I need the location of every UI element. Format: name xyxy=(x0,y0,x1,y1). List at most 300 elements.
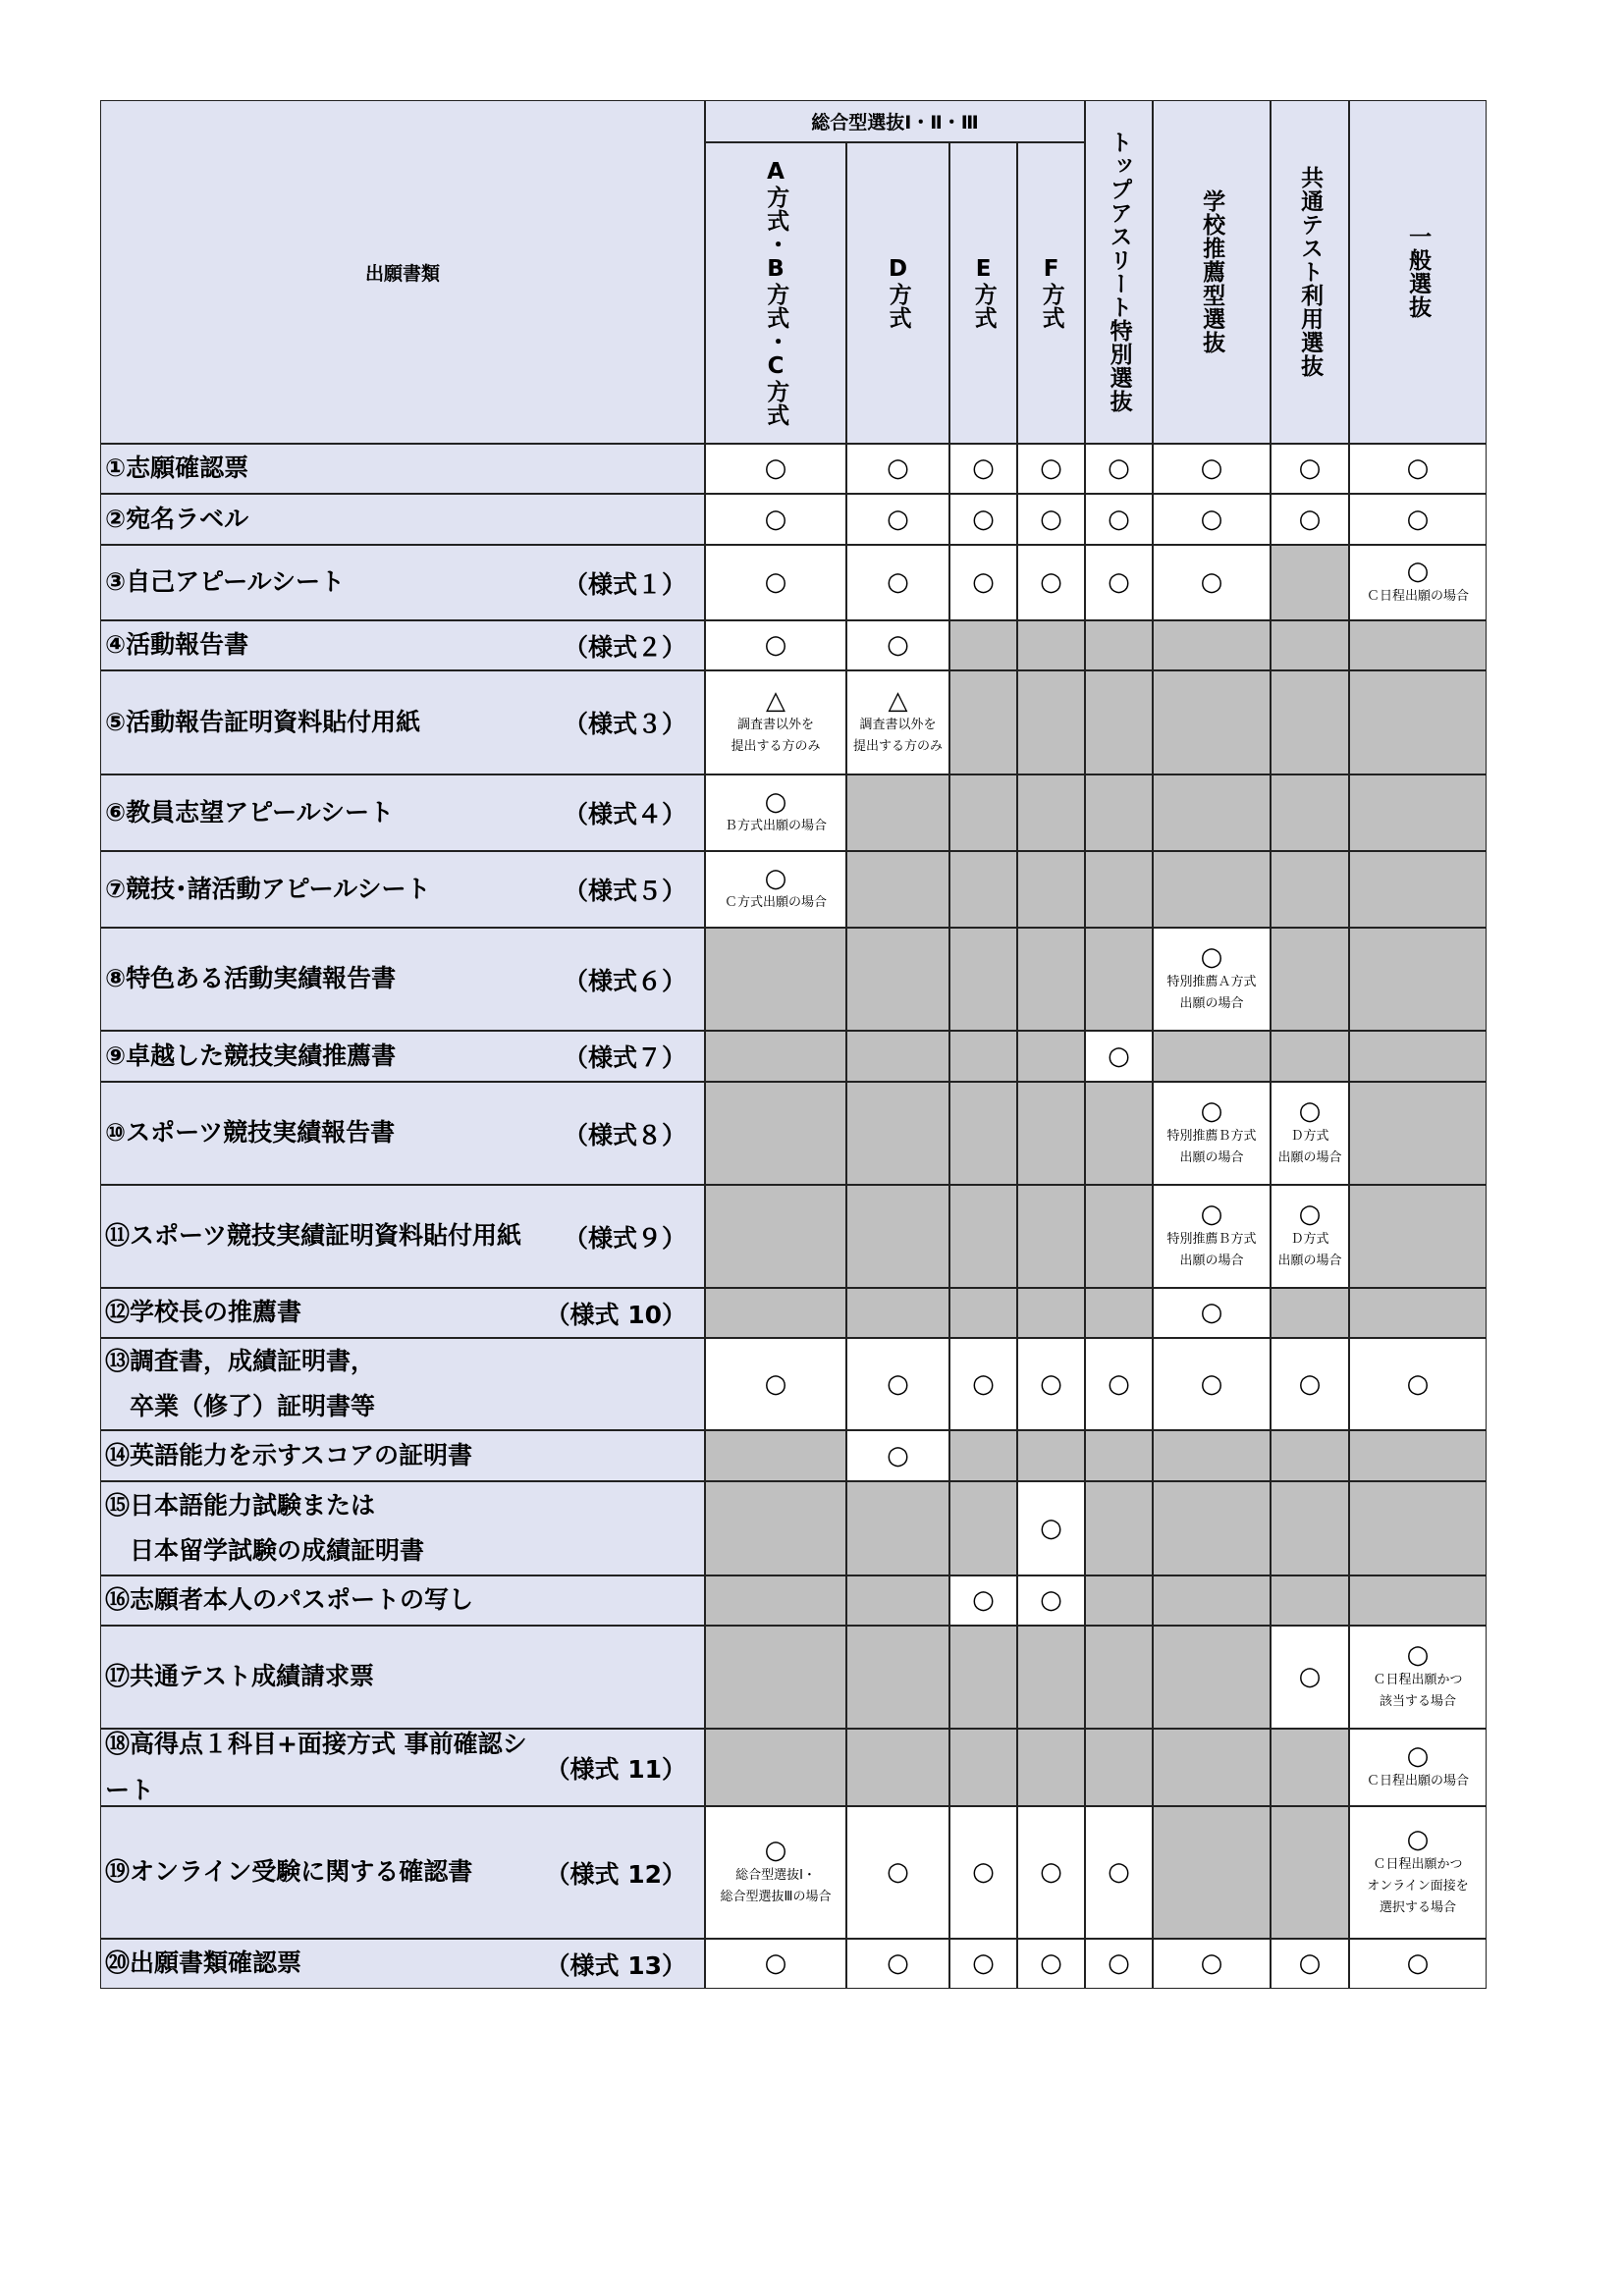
not-applicable-cell xyxy=(1271,928,1349,1031)
requirement-mark xyxy=(1108,1858,1130,1887)
requirement-cell xyxy=(1017,1939,1085,1989)
row-label xyxy=(105,1034,704,1079)
document-name xyxy=(105,1941,301,1986)
requirement-condition-note xyxy=(1367,1854,1469,1919)
requirement-cell xyxy=(1153,444,1271,494)
row-label xyxy=(105,1577,704,1623)
not-applicable-cell xyxy=(1017,774,1085,851)
note-line: 出願の場合 xyxy=(1179,1253,1244,1268)
row-label xyxy=(105,956,704,1001)
requirement-condition-note xyxy=(725,892,827,914)
not-applicable-cell xyxy=(1271,620,1349,670)
requirement-mark xyxy=(1108,1370,1130,1399)
circle-mark-icon: ○ xyxy=(887,1440,909,1470)
requirement-mark xyxy=(972,1586,995,1615)
not-applicable-cell xyxy=(705,928,846,1031)
document-name-line: ⑱高得点１科目+面接方式 事前確認シート xyxy=(105,1730,527,1804)
column-header-common-test xyxy=(1271,100,1349,444)
requirement-mark xyxy=(1299,506,1322,534)
not-applicable-cell xyxy=(1017,1430,1085,1481)
circle-mark-icon: ○ xyxy=(1108,1857,1130,1888)
requirement-mark xyxy=(1166,943,1256,1015)
column-header-f xyxy=(1017,142,1085,444)
requirement-cell xyxy=(846,670,949,774)
requirement-mark xyxy=(1373,1641,1462,1713)
row-label-cell xyxy=(100,851,705,928)
row-label xyxy=(105,446,704,491)
requirement-cell xyxy=(1271,1082,1349,1185)
requirement-mark xyxy=(1299,1663,1322,1691)
document-name xyxy=(105,1339,375,1430)
circle-mark-icon: ○ xyxy=(1200,1298,1223,1328)
document-name xyxy=(105,1483,424,1575)
requirement-cell xyxy=(846,444,949,494)
requirement-cell xyxy=(1349,444,1487,494)
not-applicable-cell xyxy=(1271,670,1349,774)
requirement-cell xyxy=(1085,494,1153,545)
not-applicable-cell xyxy=(1271,1729,1349,1806)
not-applicable-cell xyxy=(705,1082,846,1185)
form-number: （様式７） xyxy=(563,1043,686,1072)
row-label-cell xyxy=(100,545,705,620)
document-name-line: ①志願確認票 xyxy=(105,454,249,483)
not-applicable-cell xyxy=(1017,928,1085,1031)
not-applicable-cell xyxy=(1349,774,1487,851)
circle-mark-icon: ○ xyxy=(1298,1200,1322,1230)
not-applicable-cell xyxy=(1017,1082,1085,1185)
header-title-cell xyxy=(100,100,705,444)
not-applicable-cell xyxy=(705,1626,846,1729)
note-line: Ｃ方式出願の場合 xyxy=(724,895,827,911)
requirement-cell xyxy=(705,670,846,774)
circle-mark-icon: ○ xyxy=(764,454,787,484)
column-label-top-athlete: トップアスリート特別選抜 xyxy=(1106,131,1132,413)
circle-mark-icon: ○ xyxy=(1298,454,1322,484)
requirement-mark xyxy=(887,1370,909,1399)
note-line: オンライン面接を xyxy=(1367,1878,1469,1894)
requirement-mark xyxy=(1277,1097,1341,1169)
circle-mark-icon: ○ xyxy=(972,1857,995,1888)
not-applicable-cell xyxy=(1153,1481,1271,1575)
form-number: （様式３） xyxy=(563,710,686,738)
circle-mark-icon: ○ xyxy=(1406,504,1430,534)
not-applicable-cell xyxy=(1085,851,1153,928)
row-label-cell xyxy=(100,1575,705,1626)
row-label-cell xyxy=(100,1939,705,1989)
requirement-mark xyxy=(1407,1370,1430,1399)
not-applicable-cell xyxy=(949,1729,1017,1806)
requirement-cell xyxy=(1085,545,1153,620)
not-applicable-cell xyxy=(949,1185,1017,1288)
circle-mark-icon: ○ xyxy=(972,567,995,598)
requirement-cell xyxy=(1153,494,1271,545)
circle-mark-icon: ○ xyxy=(1406,1825,1430,1855)
note-line: 出願の場合 xyxy=(1277,1253,1342,1268)
requirement-condition-note xyxy=(1166,1229,1256,1272)
row-label-cell xyxy=(100,1031,705,1082)
requirement-condition-note xyxy=(1367,1771,1469,1792)
circle-mark-icon: ○ xyxy=(1040,1585,1062,1616)
not-applicable-cell xyxy=(846,1481,949,1575)
requirement-mark xyxy=(1040,1949,1062,1978)
note-line: Ｃ日程出願の場合 xyxy=(1366,1773,1469,1789)
requirement-mark xyxy=(853,687,943,759)
circle-mark-icon: ○ xyxy=(764,1368,787,1399)
not-applicable-cell xyxy=(949,1082,1017,1185)
not-applicable-cell xyxy=(949,620,1017,670)
requirement-mark xyxy=(887,1442,909,1470)
row-label xyxy=(105,1849,704,1895)
requirement-cell xyxy=(949,1338,1017,1430)
circle-mark-icon: ○ xyxy=(1040,1949,1062,1979)
row-label-cell xyxy=(100,1729,705,1806)
form-number: （様式５） xyxy=(563,877,686,905)
not-applicable-cell xyxy=(846,1185,949,1288)
requirement-cell xyxy=(949,1575,1017,1626)
requirement-condition-note xyxy=(1166,1126,1256,1169)
circle-mark-icon: ○ xyxy=(1298,1096,1322,1127)
not-applicable-cell xyxy=(1085,928,1153,1031)
not-applicable-cell xyxy=(846,1729,949,1806)
circle-mark-icon: ○ xyxy=(1040,1368,1062,1399)
requirement-cell xyxy=(1153,545,1271,620)
requirement-cell xyxy=(846,494,949,545)
requirement-mark xyxy=(1407,506,1430,534)
requirement-mark xyxy=(765,506,787,534)
document-name-line: ②宛名ラベル xyxy=(105,504,249,533)
circle-mark-icon: ○ xyxy=(972,1585,995,1616)
document-name xyxy=(105,1034,396,1079)
document-name-line: ⑬調査書，成績証明書， xyxy=(105,1346,376,1375)
document-name-line: ⑩スポーツ競技実績報告書 xyxy=(105,1118,396,1148)
requirement-mark xyxy=(1108,1949,1130,1978)
requirement-mark xyxy=(1201,1299,1223,1327)
circle-mark-icon: ○ xyxy=(1040,1513,1062,1543)
row-label-cell xyxy=(100,1338,705,1430)
row-label xyxy=(105,1110,704,1155)
row-label-cell xyxy=(100,494,705,545)
row-label-cell xyxy=(100,1806,705,1939)
document-name xyxy=(105,700,420,745)
not-applicable-cell xyxy=(1153,1575,1271,1626)
row-label-cell xyxy=(100,670,705,774)
circle-mark-icon: ○ xyxy=(1108,454,1130,484)
not-applicable-cell xyxy=(1271,1430,1349,1481)
requirement-cell xyxy=(1085,1031,1153,1082)
requirement-mark xyxy=(1201,454,1223,483)
circle-mark-icon: ○ xyxy=(1200,1096,1223,1127)
table-title: 出願書類 xyxy=(364,262,440,285)
circle-mark-icon: ○ xyxy=(887,504,909,534)
circle-mark-icon: ○ xyxy=(764,1836,787,1866)
not-applicable-cell xyxy=(1271,1031,1349,1082)
requirement-mark xyxy=(1040,1586,1062,1615)
requirement-mark xyxy=(972,506,995,534)
requirement-mark xyxy=(887,568,909,597)
note-line: 該当する場合 xyxy=(1379,1693,1456,1709)
requirement-cell xyxy=(1017,545,1085,620)
note-line: 選択する場合 xyxy=(1379,1899,1456,1915)
not-applicable-cell xyxy=(1153,1806,1271,1939)
note-line: 出願の場合 xyxy=(1179,995,1244,1011)
row-label-cell xyxy=(100,1626,705,1729)
requirement-cell xyxy=(1153,1185,1271,1288)
requirement-mark xyxy=(972,454,995,483)
document-name-line: ⑰共通テスト成績請求票 xyxy=(105,1662,375,1691)
requirement-cell xyxy=(1271,1185,1349,1288)
requirement-mark xyxy=(1201,506,1223,534)
not-applicable-cell xyxy=(1085,1082,1153,1185)
not-applicable-cell xyxy=(949,1288,1017,1338)
document-name-line: ⑯志願者本人のパスポートの写し xyxy=(105,1585,474,1615)
circle-mark-icon: ○ xyxy=(1298,1949,1322,1979)
requirement-mark xyxy=(1166,1201,1256,1272)
column-label-abc: A方式・B方式・C方式 xyxy=(763,159,789,427)
not-applicable-cell xyxy=(1271,851,1349,928)
requirement-mark xyxy=(1277,1201,1341,1272)
requirement-cell xyxy=(705,1806,846,1939)
circle-mark-icon: ○ xyxy=(764,786,787,817)
requirement-cell xyxy=(949,1806,1017,1939)
document-name xyxy=(105,446,248,491)
document-name-line: ⑭英語能力を示すスコアの証明書 xyxy=(105,1440,473,1469)
requirement-cell xyxy=(1349,1729,1487,1806)
requirement-mark xyxy=(1108,1042,1130,1071)
row-label xyxy=(105,1729,704,1806)
requirement-mark xyxy=(1299,454,1322,483)
circle-mark-icon: ○ xyxy=(1040,504,1062,534)
document-name-line: ⑲オンライン受験に関する確認書 xyxy=(105,1857,473,1887)
requirement-cell xyxy=(705,620,846,670)
row-label-cell xyxy=(100,1082,705,1185)
column-header-d xyxy=(846,142,949,444)
requirement-mark xyxy=(1166,1097,1256,1169)
requirement-cell xyxy=(1271,1939,1349,1989)
not-applicable-cell xyxy=(1153,774,1271,851)
circle-mark-icon: ○ xyxy=(1200,1368,1223,1399)
column-label-general: 一般選抜 xyxy=(1405,225,1432,319)
not-applicable-cell xyxy=(1349,1031,1487,1082)
requirement-mark xyxy=(725,788,827,838)
requirement-cell xyxy=(1017,1806,1085,1939)
not-applicable-cell xyxy=(1271,545,1349,620)
not-applicable-cell xyxy=(1085,1575,1153,1626)
circle-mark-icon: ○ xyxy=(1040,454,1062,484)
document-name xyxy=(105,1290,301,1335)
not-applicable-cell xyxy=(949,1481,1017,1575)
requirement-cell xyxy=(1271,444,1349,494)
requirement-mark xyxy=(1201,1949,1223,1978)
not-applicable-cell xyxy=(949,670,1017,774)
not-applicable-cell xyxy=(1271,1481,1349,1575)
requirement-mark xyxy=(1040,568,1062,597)
requirement-cell xyxy=(1085,444,1153,494)
not-applicable-cell xyxy=(1017,670,1085,774)
not-applicable-cell xyxy=(1017,851,1085,928)
circle-mark-icon: ○ xyxy=(1200,1949,1223,1979)
not-applicable-cell xyxy=(1271,774,1349,851)
circle-mark-icon: ○ xyxy=(1108,1949,1130,1979)
document-name-line: ⑥教員志望アピールシート xyxy=(105,797,395,827)
not-applicable-cell xyxy=(1153,1626,1271,1729)
requirement-cell xyxy=(1085,1939,1153,1989)
document-name-line: ⑪スポーツ競技実績証明資料貼付用紙 xyxy=(105,1221,522,1251)
circle-mark-icon: ○ xyxy=(887,567,909,598)
not-applicable-cell xyxy=(1349,1185,1487,1288)
document-name-line: ⑳出願書類確認票 xyxy=(105,1949,302,1978)
document-name xyxy=(105,1577,473,1623)
not-applicable-cell xyxy=(705,1185,846,1288)
circle-mark-icon: ○ xyxy=(1200,942,1223,973)
column-header-general xyxy=(1349,100,1487,444)
document-name-line: 日本留学試験の成績証明書 xyxy=(105,1536,425,1565)
note-line: Ｄ方式 xyxy=(1290,1128,1329,1144)
requirement-cell xyxy=(1085,1338,1153,1430)
not-applicable-cell xyxy=(705,1481,846,1575)
document-name-line: ⑤活動報告証明資料貼付用紙 xyxy=(105,707,421,736)
requirement-condition-note xyxy=(721,1865,832,1908)
requirement-cell xyxy=(949,545,1017,620)
requirement-condition-note xyxy=(1373,1670,1462,1713)
note-line: 出願の場合 xyxy=(1277,1149,1342,1165)
circle-mark-icon: ○ xyxy=(972,504,995,534)
requirement-cell xyxy=(846,620,949,670)
row-label xyxy=(105,1654,704,1699)
form-number: （様式 12） xyxy=(545,1859,686,1889)
requirement-cell xyxy=(846,545,949,620)
requirement-mark xyxy=(1299,1370,1322,1399)
form-number: （様式１） xyxy=(563,569,686,599)
not-applicable-cell xyxy=(1349,1082,1487,1185)
requirement-mark xyxy=(972,1370,995,1399)
form-number: （様式 10） xyxy=(545,1300,686,1329)
requirement-condition-note xyxy=(731,715,820,758)
not-applicable-cell xyxy=(1153,1729,1271,1806)
requirement-condition-note xyxy=(1367,586,1469,608)
requirement-cell xyxy=(1085,1806,1153,1939)
note-line: 提出する方のみ xyxy=(731,739,821,755)
not-applicable-cell xyxy=(1085,1185,1153,1288)
requirement-condition-note xyxy=(853,715,943,758)
requirement-mark xyxy=(1108,454,1130,483)
requirement-cell xyxy=(1153,1939,1271,1989)
requirement-mark xyxy=(1040,1370,1062,1399)
row-label-cell xyxy=(100,774,705,851)
circle-mark-icon: ○ xyxy=(972,1368,995,1399)
circle-mark-icon: ○ xyxy=(1298,504,1322,534)
requirement-cell xyxy=(705,545,846,620)
not-applicable-cell xyxy=(949,1626,1017,1729)
row-label xyxy=(105,1339,704,1430)
circle-mark-icon: ○ xyxy=(1200,567,1223,598)
form-number: （様式４） xyxy=(563,800,686,828)
circle-mark-icon: ○ xyxy=(1040,1857,1062,1888)
note-line: Ｄ方式 xyxy=(1290,1231,1329,1247)
requirement-mark xyxy=(1201,1370,1223,1399)
not-applicable-cell xyxy=(846,1626,949,1729)
column-header-school-recommendation xyxy=(1153,100,1271,444)
document-name xyxy=(105,1110,395,1155)
document-name xyxy=(105,497,248,542)
circle-mark-icon: ○ xyxy=(887,1368,909,1399)
circle-mark-icon: ○ xyxy=(1406,1640,1430,1671)
document-name-line: ⑮日本語能力試験または xyxy=(105,1490,376,1520)
note-line: Ｂ方式出願の場合 xyxy=(724,819,827,834)
requirement-cell xyxy=(1153,928,1271,1031)
document-name-line: ④活動報告書 xyxy=(105,630,249,660)
circle-mark-icon: ○ xyxy=(972,1949,995,1979)
requirement-cell xyxy=(1271,1338,1349,1430)
document-name xyxy=(105,790,394,835)
circle-mark-icon: ○ xyxy=(1108,1041,1130,1071)
requirement-mark xyxy=(765,568,787,597)
requirement-cell xyxy=(1349,1338,1487,1430)
requirement-cell xyxy=(949,1939,1017,1989)
not-applicable-cell xyxy=(1017,1185,1085,1288)
not-applicable-cell xyxy=(1017,1626,1085,1729)
not-applicable-cell xyxy=(1153,851,1271,928)
requirement-mark xyxy=(1040,1515,1062,1543)
circle-mark-icon: ○ xyxy=(764,630,787,661)
not-applicable-cell xyxy=(1085,1729,1153,1806)
requirement-cell xyxy=(846,1338,949,1430)
requirement-mark xyxy=(1108,568,1130,597)
requirement-cell xyxy=(705,1939,846,1989)
requirement-mark xyxy=(972,568,995,597)
circle-mark-icon: ○ xyxy=(1406,557,1430,587)
row-label xyxy=(105,497,704,542)
circle-mark-icon: ○ xyxy=(1200,1200,1223,1230)
not-applicable-cell xyxy=(705,1430,846,1481)
row-label-cell xyxy=(100,444,705,494)
note-line: 総合型選抜Ⅰ・ xyxy=(735,1867,816,1883)
document-name-line: 卒業（修了）証明書等 xyxy=(105,1392,376,1420)
requirement-mark xyxy=(1367,1826,1469,1919)
requirement-mark xyxy=(887,506,909,534)
circle-mark-icon: ○ xyxy=(764,504,787,534)
row-label-cell xyxy=(100,1185,705,1288)
circle-mark-icon: ○ xyxy=(1200,504,1223,534)
requirement-cell xyxy=(1349,1806,1487,1939)
form-number: （様式２） xyxy=(563,632,686,662)
not-applicable-cell xyxy=(846,1031,949,1082)
not-applicable-cell xyxy=(1349,670,1487,774)
not-applicable-cell xyxy=(846,928,949,1031)
circle-mark-icon: ○ xyxy=(1200,454,1223,484)
requirement-mark xyxy=(765,1949,787,1978)
not-applicable-cell xyxy=(846,1575,949,1626)
not-applicable-cell xyxy=(949,928,1017,1031)
requirement-cell xyxy=(846,1430,949,1481)
not-applicable-cell xyxy=(1349,1430,1487,1481)
document-name-line: ⑧特色ある活動実績報告書 xyxy=(105,964,397,993)
document-name xyxy=(105,622,248,667)
not-applicable-cell xyxy=(1153,670,1271,774)
requirement-mark xyxy=(721,1837,832,1908)
form-number: （様式 13） xyxy=(545,1950,686,1980)
form-number: （様式８） xyxy=(563,1120,686,1149)
not-applicable-cell xyxy=(1153,1430,1271,1481)
circle-mark-icon: ○ xyxy=(1108,567,1130,598)
not-applicable-cell xyxy=(846,1288,949,1338)
note-line: Ｃ日程出願の場合 xyxy=(1366,588,1469,604)
circle-mark-icon: ○ xyxy=(972,454,995,484)
requirement-mark xyxy=(765,631,787,660)
circle-mark-icon: ○ xyxy=(887,630,909,661)
requirement-cell xyxy=(1153,1288,1271,1338)
requirement-mark xyxy=(1367,1742,1469,1792)
not-applicable-cell xyxy=(949,774,1017,851)
